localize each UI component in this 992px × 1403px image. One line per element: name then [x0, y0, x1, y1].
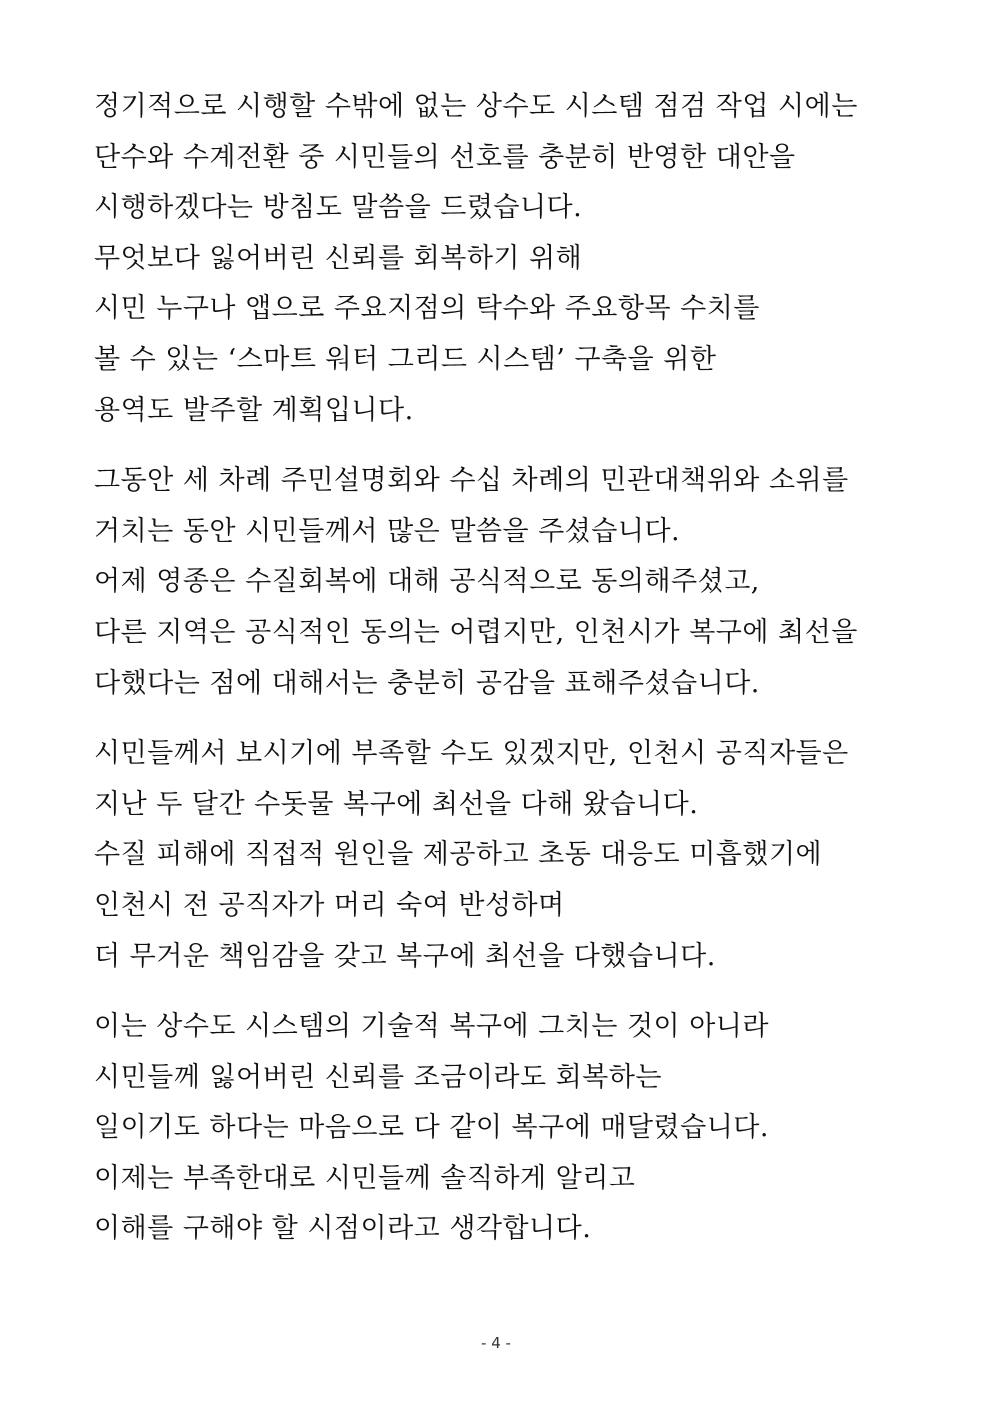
- text-line: 단수와 수계전환 중 시민들의 선호를 충분히 반영한 대안을: [94, 141, 796, 173]
- text-line: 용역도 발주할 계획입니다.: [94, 394, 414, 426]
- document-body: [94, 82, 894, 1275]
- text-line: 인천시 전 공직자가 머리 숙여 반성하며: [94, 889, 565, 921]
- paragraph-2: [94, 456, 894, 709]
- text-line: 수질 피해에 직접적 원인을 제공하고 초동 대응도 미흡했기에: [94, 839, 823, 871]
- text-line: 정기적으로 시행할 수밖에 없는 상수도 시스템 점검 작업 시에는: [94, 91, 858, 122]
- text-line: 시행하겠다는 방침도 말씀을 드렸습니다.: [94, 192, 583, 224]
- text-line: 다했다는 점에 대해서는 충분히 공감을 표해주셨습니다.: [94, 667, 760, 699]
- text-line: 이는 상수도 시스템의 기술적 복구에 그치는 것이 아니라: [94, 1011, 769, 1043]
- page-number: - 4 -: [481, 1334, 511, 1352]
- text-line: 지난 두 달간 수돗물 복구에 최선을 다해 왔습니다.: [94, 788, 699, 820]
- text-line: 어제 영종은 수질회복에 대해 공식적으로 동의해주셨고,: [94, 566, 760, 598]
- text-line: 볼 수 있는 ‘스마트 워터 그리드 시스템’ 구축을 위한: [94, 343, 717, 375]
- text-line: 다른 지역은 공식적인 동의는 어렵지만, 인천시가 복구에 최선을: [94, 616, 858, 648]
- text-line: 시민들께서 보시기에 부족할 수도 있겠지만, 인천시 공직자들은: [94, 738, 849, 770]
- text-line: 시민들께 잃어버린 신뢰를 조금이라도 회복하는: [94, 1061, 662, 1093]
- text-line: 일이기도 하다는 마음으로 다 같이 복구에 매달렸습니다.: [94, 1112, 769, 1144]
- paragraph-4: [94, 1002, 894, 1255]
- text-line: 그동안 세 차례 주민설명회와 수십 차례의 민관대책위와 소위를: [94, 465, 849, 497]
- text-line: 거치는 동안 시민들께서 많은 말씀을 주셨습니다.: [94, 515, 681, 547]
- paragraph-1: [94, 82, 894, 436]
- text-line: 이제는 부족한대로 시민들께 솔직하게 알리고: [94, 1162, 636, 1194]
- text-line: 무엇보다 잃어버린 신뢰를 회복하기 위해: [94, 242, 583, 274]
- paragraph-3: [94, 729, 894, 982]
- text-line: 이해를 구해야 할 시점이라고 생각합니다.: [94, 1213, 592, 1245]
- text-line: 시민 누구나 앱으로 주요지점의 탁수와 주요항목 수치를: [94, 293, 760, 325]
- text-line: 더 무거운 책임감을 갖고 복구에 최선을 다했습니다.: [94, 940, 716, 972]
